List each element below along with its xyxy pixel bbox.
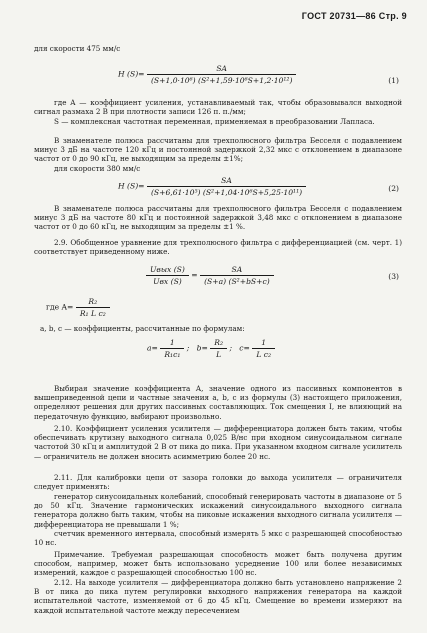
page-header: ГОСТ 20731—86 Стр. 9 — [301, 11, 407, 21]
eqA-numerator: R₂ — [76, 297, 110, 308]
eqa-fraction — [160, 338, 184, 359]
eq3-denominator: (S+a) (S²+bS+c) — [204, 277, 270, 287]
eqc-lhs: c= — [239, 343, 250, 353]
paragraph: S — комплексная частотная переменная, применяемая в преобразовании Лапласа. — [54, 117, 375, 126]
eqa-denominator: R₁c₁ — [164, 350, 181, 360]
equation-2 — [118, 176, 306, 197]
eq3-numerator: SA — [200, 265, 274, 276]
eq1-denominator: (S+1,0·10⁶) (S²+1,59·10⁶S+1,2·10¹²) — [150, 76, 293, 86]
equation-number: (1) — [388, 76, 399, 85]
paragraph: счетчик временного интервала, способный измерять 5 мкс с разрешающей способностью 10 нс. — [34, 529, 402, 548]
eqA-prefix: где A= — [46, 302, 74, 312]
paragraph: В знаменателе полюса рассчитаны для трехполюсного фильтра Бесселя с подавлением минус 3 дБ на частоте 120 кГц и постоянной задержкой 2,32 мкс с отклонением в диапазоне частот от 0 до 90 кГц, не выходящим за пределы ±1%; — [34, 136, 402, 164]
eq1-numerator: SA — [147, 64, 296, 75]
eq3-lhs-fraction — [146, 265, 189, 286]
eq3-fraction — [200, 265, 274, 286]
paragraph: 2.9. Обобщенное уравнение для трехполюсного фильтра с дифференциацией (см. черт. 1) соответствует приведенному ниже. — [34, 238, 402, 257]
note-paragraph: Примечание. Требуемая разрешающая способность может быть получена другим способом, например, может быть использовано усреднение 100 или более независимых измерений, каждое с разрешающей способностью 100 нс. — [34, 550, 402, 578]
eqb-numerator: R₂ — [210, 338, 227, 349]
paragraph: где A — коэффициент усиления, устанавливаемый так, чтобы образовывался выходной сигнал размаха 2 В при плотности записи 126 п. п./мм; — [34, 98, 402, 117]
eq2-fraction — [147, 176, 306, 197]
paragraph: генератор синусоидальных колебаний, способный генерировать частоты в диапазоне от 5 до 50 кГц. Значение гармонических искажений синусоидального выходного сигнала генератора должно быть таким, чтобы на пиковые искажения выходного сигнала усилителя — дифференциатора не превышали 1 %; — [34, 492, 402, 529]
eqA-denominator: R₁ L c₂ — [79, 309, 106, 319]
eq2-numerator: SA — [147, 176, 306, 187]
eq1-lhs: H (S)= — [118, 69, 145, 79]
paragraph: 2.11. Для калибровки цепи от зазора головки до выхода усилителя — ограничителя следует применять: — [34, 473, 402, 492]
equation-number: (3) — [388, 272, 399, 281]
equation-3: $\frac{\text{Uвых (S)}}{\text{Uвх (S)}}$ = $\frac{SA}{\text{(S+a) (S²+bS+c)}}$ — [146, 265, 274, 286]
eqc-numerator: 1 — [252, 338, 275, 349]
eqb-lhs: b= — [196, 343, 208, 353]
eq2-lhs: H (S)= — [118, 181, 145, 191]
paragraph: для скорости 475 мм/с — [34, 44, 121, 53]
paragraph: для скорости 380 мм/с — [54, 164, 141, 173]
paragraph: В знаменателе полюса рассчитаны для трехполюсного фильтра Бесселя с подавлением минус 3 дБ на частоте 80 кГц и постоянной задержкой 3,48 мкс с отклонением в диапазоне частот от 0 до 60 кГц, не выходящим за пределы ±1 %. — [34, 204, 402, 232]
paragraph: 2.10. Коэффициент усиления усилителя — дифференциатора должен быть таким, чтобы обеспечивать крутизну выходного сигнала 0,025 В/нс при входном синусоидальном сигнале частотой 30 кГц и амплитудой 2 В от пика до пика. При указанном входном сигнале усилитель — ограничитель не должен вносить асимметрию более 20 нс. — [34, 424, 402, 461]
eqc-fraction — [252, 338, 275, 359]
eq2-denominator: (S+6,61·10⁵) (S²+1,04·10⁶S+5,25·10¹¹) — [150, 188, 303, 198]
equation-1 — [118, 64, 296, 85]
eq3-lhs-numerator: Uвых (S) — [146, 265, 189, 276]
eqc-denominator: L c₂ — [256, 350, 272, 360]
paragraph: 2.12. На выходе усилителя — дифференциатора должно быть установлено напряжение 2 В от пика до пика путем регулировки выходного напряжения генератора на каждой испытательной частоте, изменяемой от 6 до 45 кГц. Смещение во времени измеряют на каждой испытательной частоте между пересечением — [34, 578, 402, 615]
eq1-fraction — [147, 64, 296, 85]
eqb-fraction — [210, 338, 227, 359]
eqa-numerator: 1 — [160, 338, 184, 349]
equation-a-coefficient — [46, 297, 110, 318]
paragraph: Выбирая значение коэффициента A, значение одного из пассивных компонентов в вышеприведенной цепи и частные значения a, b, c из формулы (3) настоящего приложения, определяют решения для других пассивных составляющих. Ток смещения I, не влияющий на передаточную функцию, выбирают произвольно. — [34, 384, 402, 421]
equation-abc: a= $\frac{1}{\text{R₁c₁}}$ ; b= $\frac{\text{R₂}}{L}$ ; c= $\frac{1}{\text{L c₂}}$ — [147, 338, 275, 359]
eq3-lhs-denominator: Uвх (S) — [153, 277, 182, 287]
eqA-fraction — [76, 297, 110, 318]
eqb-denominator: L — [216, 350, 222, 360]
eqa-lhs: a= — [147, 343, 158, 353]
equation-number: (2) — [388, 184, 399, 193]
paragraph: a, b, c — коэффициенты, рассчитанные по формулам: — [40, 324, 245, 333]
